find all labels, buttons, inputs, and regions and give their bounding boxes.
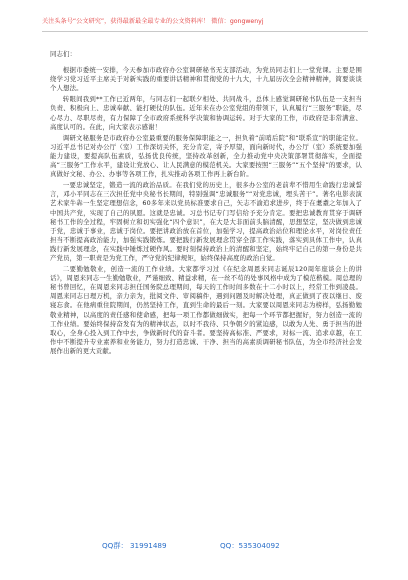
document-body <box>50 50 362 524</box>
salutation: 同志们： <box>50 50 77 58</box>
header-banner: 关注头条号“公文研究”，获得最新最全最专业的公文资料库！ 微信：gongwenyj <box>42 18 264 25</box>
paragraph-loyalty: 一要忠诚坚定，锻造一流的政治品质。在我们党的历史上，很多办公室的老前辈不惜用生命践行忠诚誓言，邓小平同志在三次担任党中央秘书长期间，特别强调“忠诚服务”“对党忠诚，埋头苦干”。著名电影表演艺术家牛犇一生坚定理想信念，60多年来以党员标准要求自己，矢志不渝追求进步，终于在耄耋之年加入了中国共产党，实现了自己的夙愿。这就是忠诚。习总书记专门写信给予充分肯定。要把忠诚教育贯穿于调研秘书工作的全过程，牢固树立和切实强化“四个意识”，在大是大非面前头脑清醒，思想坚定，坚决做到忠诚于党，忠诚于事业，忠诚于岗位。要把讲政治放在首位，加强学习，提高政治站位和理论水平，对岗位责任担当不断提高政治能力，加强实践锻炼。要把践行新发展理念贯穿全部工作实践，落实到具体工作中，认真践行新发展理念，在实践中锤炼过硬作风。要时刻保持政治上的清醒和坚定，始终牢记自己的第一身份是共产党员，第一职责是为党工作，严守党的纪律规矩，始终保持高度的政治自觉。 <box>50 181 362 262</box>
footer <box>0 539 408 553</box>
paragraph-intro: 根据市委统一安排，今天参加市政府办公室调研秘书无支部活动，为党员同志们上一堂党课。主要是围绕学习党习近平主席关于对新实践的重要讲话精神和贯彻党的十九大，十九届历次全会精神精神，简要谈谈个人想法。 <box>50 66 362 93</box>
paragraph-team: 转眼间我到**工作已近两年，与同志们一起联夕相处、共同战斗，总体上感觉调研秘书队伍是一支担当负责、积极向上、忠诚奉献、能打硬仗的队伍。近年来在办公室党组的带领下，认真履行“三服务”职能，尽心尽力、尽职尽责，有力保障了全市政府系统科学决策和协调运转。对于大家的工作，市政府是非常满意、高度认可的。在此，向大家表示感谢！ <box>50 95 362 131</box>
paragraph-diligence: 二要勤勉敬业，创造一流的工作业绩。大家都学习过《在纪念周恩来同志诞辰120周年座谈会上的讲话》，周恩来同志一生勤勉敬业，严谨细致、精益求精，在一丝不苟的处事风格中成为了模范楷模。周总理的秘书曾回忆，在周恩来同志担任国务院总理期间，每天的工作时间多数在十二小时以上，经常工作到凌晨。周恩来同志日理万机，亲力亲为，批阅文件、审阅稿件，遇到问题及时解决处理，真正做到了夜以继日、废寝忘食。在他病重住院期间，仍然坚持工作，直到生命的最后一刻。大家要以周恩来同志为榜样，弘扬勤勉敬业精神，以高度的责任感和使命感，把每一项工作都做细做实，把每一个环节都把握好，努力创造一流的工作业绩。要始终保持奋发有为的精神状态，以时不我待、只争朝夕的紧迫感，以敢为人先、勇于担当的进取心，全身心投入到工作中去，争做新时代的奋斗者。要坚持高标准、严要求，对标一流、追求卓越，在工作中不断提升专业素养和业务能力，努力打造忠诚、干净、担当的高素质调研秘书队伍，为全市经济社会发展作出新的更大贡献。 <box>50 265 362 355</box>
header-divider <box>42 31 368 32</box>
footer-qq: QQ：535304092 <box>220 541 280 550</box>
footer-qq-group: QQ群： 31991489 <box>102 541 167 550</box>
paragraph-service: 调研文秘服务是市政府办公室最重要的服务保障职能之一，担负着“前哨后院”和“联系宣”的职能定位。习近平总书记对办公厅（室）工作深切关怀，充分肯定，寄予厚望，面向新时代，办公厅（室）系统要加强能力建设，要提高队伍素质，弘扬优良传统，坚持改革创新，全力推动党中央决策部署贯彻落实，全面提高“三服务”工作水平，建设让党放心、让人民满意的模范机关。大家要按照“三服务”“五个坚持”的要求，认真做好文秘、办公、办事等各项工作，扎实推动各项工作再上新台阶。 <box>50 133 362 179</box>
